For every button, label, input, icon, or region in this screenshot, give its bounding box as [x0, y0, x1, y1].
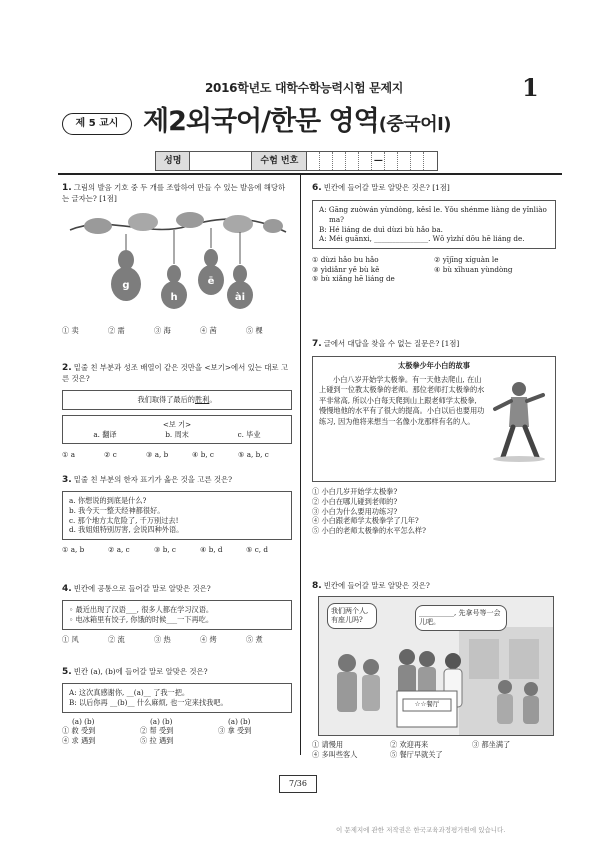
gourd-vine-illustration	[68, 208, 288, 312]
exam-number-dash: —	[372, 152, 385, 170]
speech-bubble-staff: __________, 先拿号等一会儿吧。	[415, 605, 507, 631]
answer-option[interactable]: ④ 茜	[200, 326, 217, 336]
answer-options	[312, 255, 556, 284]
sentence-punct: 。	[209, 395, 217, 405]
answer-option[interactable]: ⑤ 小白的老师太极拳的水平怎么样?	[312, 526, 426, 536]
answer-option[interactable]: ② c	[104, 450, 117, 460]
dialogue-line: B: Hé liáng de duì dùzi bù hǎo ba.	[319, 224, 443, 234]
page-total: 36	[296, 779, 307, 788]
question-number: 5.	[62, 667, 72, 677]
dialogue-box	[312, 200, 556, 249]
bogi-item: c. 毕业	[237, 429, 261, 439]
dialogue-line: A: 这次真感谢你, __(a)__ 了我一把。	[69, 688, 190, 698]
question-1	[62, 182, 292, 336]
item-line: ◦ 最近出现了汉语___, 很多人都在学习汉语。	[69, 605, 214, 615]
question-number: 8.	[312, 581, 322, 591]
answer-option[interactable]: ① 风	[62, 634, 79, 644]
column-header: (a) (b)	[72, 716, 95, 726]
page-number: 1	[522, 73, 539, 102]
exam-number-cell[interactable]	[424, 152, 437, 170]
gourd-label: g	[122, 280, 130, 292]
exam-number-cell[interactable]	[385, 152, 398, 170]
answer-options	[62, 726, 292, 745]
column-header: (a) (b)	[150, 716, 173, 726]
exam-number-cell[interactable]	[359, 152, 372, 170]
subject-title-main: 제2외국어/한문 영역	[143, 106, 379, 137]
copyright-note: 이 문제지에 관한 저작권은 한국교육과정평가원에 있습니다.	[336, 826, 506, 834]
column-header: (a) (b)	[228, 716, 251, 726]
question-number: 7.	[312, 339, 322, 349]
gourd-label: ē	[207, 276, 215, 288]
answer-option[interactable]: ⑤ 棵	[246, 326, 263, 336]
answer-option[interactable]: ③ a, b	[146, 450, 169, 460]
answer-option[interactable]: ② a, c	[108, 545, 130, 555]
gourd-label: ài	[234, 292, 246, 304]
item-line: ◦ 电冰箱里有饺子, 你饿的时候___一下再吃。	[69, 614, 214, 624]
answer-option[interactable]: ① 小白几岁开始学太极拳?	[312, 487, 398, 497]
bogi-item: b. 周末	[165, 429, 189, 439]
question-number: 6.	[312, 183, 322, 193]
question-8-options	[312, 740, 556, 759]
answer-option[interactable]: ④ b, d	[200, 545, 223, 555]
question-prompt: 빈칸에 들어갈 말로 알맞은 것은? [1점]	[323, 183, 450, 192]
question-7	[312, 338, 556, 536]
answer-option[interactable]: ⑤ 煮	[246, 634, 263, 644]
exam-number-cell[interactable]	[307, 152, 320, 170]
answer-option[interactable]: ③ 海	[154, 326, 171, 336]
question-4	[62, 583, 292, 644]
answer-option[interactable]: ③ 都坐满了	[472, 740, 511, 749]
question-number: 4.	[62, 584, 72, 594]
dialogue-line: A: Méi guānxi, _______________. Wǒ yìzhí dōu hē liáng de.	[319, 234, 525, 244]
story-box	[312, 356, 556, 482]
answer-options	[62, 450, 292, 460]
answer-option[interactable]: ④ b, c	[192, 450, 214, 460]
bogi-box	[62, 415, 292, 444]
name-label: 성명	[156, 152, 190, 170]
answer-option[interactable]: ① 救 受到	[62, 726, 96, 736]
dialogue-box	[62, 683, 292, 712]
item-line: d. 我姐姐特别厉害, 会说四种外语。	[69, 525, 184, 535]
question-3	[62, 474, 292, 555]
exam-number-cell[interactable]	[398, 152, 411, 170]
answer-options	[62, 545, 292, 555]
question-number: 1.	[62, 183, 72, 193]
column-divider	[300, 175, 301, 755]
subject-title-sub: (중국어Ⅰ)	[378, 114, 452, 135]
answer-option[interactable]: ③ 热	[154, 634, 171, 644]
answer-option[interactable]: ③ yìdiǎnr yě bù kě	[312, 264, 380, 274]
answer-option[interactable]: ② 小白在哪儿碰到老师的?	[312, 496, 398, 506]
answer-option[interactable]: ② 需	[108, 326, 125, 336]
item-line: b. 我今天一整天经神都很好。	[69, 505, 165, 515]
question-prompt: 빈칸 (a), (b)에 들어갈 말로 알맞은 것은?	[73, 667, 208, 676]
exam-number-cell[interactable]	[411, 152, 424, 170]
items-box	[62, 491, 292, 540]
answer-option[interactable]: ② 欢迎再来	[390, 740, 429, 749]
answer-option[interactable]: ⑤ bù xiǎng hē liáng de	[312, 274, 395, 284]
exam-number-cell[interactable]	[346, 152, 359, 170]
exam-number-cell[interactable]	[320, 152, 333, 170]
header-rule	[58, 173, 562, 175]
answer-options	[62, 326, 292, 336]
question-prompt: 빈칸에 들어갈 말로 알맞은 것은?	[323, 581, 430, 590]
gourd-label: h	[170, 292, 178, 304]
question-prompt: 빈칸에 공통으로 들어갈 말로 알맞은 것은?	[73, 584, 211, 593]
answer-option[interactable]: ⑤ 拉 遇到	[140, 736, 174, 746]
answer-option[interactable]: ⑤ 餐厅早就关了	[390, 749, 443, 759]
answer-option[interactable]: ② 帮 受到	[140, 726, 174, 736]
answer-option[interactable]: ② 流	[108, 634, 125, 644]
answer-option[interactable]: ① a, b	[62, 545, 85, 555]
answer-option[interactable]: ④ 小白跟老师学太极拳学了几年?	[312, 516, 419, 526]
story-title: 太极拳少年小白的故事	[398, 361, 470, 371]
answer-option[interactable]: ④ 求 遇到	[62, 736, 96, 746]
answer-option[interactable]: ⑤ c, d	[246, 545, 268, 555]
subject-title	[143, 104, 451, 140]
bogi-label: <보 기>	[162, 419, 192, 429]
question-5	[62, 666, 292, 746]
answer-option[interactable]: ③ b, c	[154, 545, 176, 555]
answer-option[interactable]: ⑤ a, b, c	[238, 450, 269, 460]
speech-bubble-customer: 我们两个人, 有座儿吗?	[327, 603, 377, 629]
question-6	[312, 182, 556, 284]
answer-option[interactable]: ③ 拿 受到	[218, 726, 252, 736]
item-line: c. 那个地方太危险了, 千万别过去!	[69, 515, 179, 525]
exam-number-cell[interactable]	[333, 152, 346, 170]
answer-option[interactable]: ② yījīng xíguàn le	[434, 255, 499, 265]
dialogue-line: A: Gāng zuòwán yùndòng, kěsǐ le. Yǒu shénme liàng de yǐnliào ma?	[319, 205, 547, 224]
question-prompt: 밑줄 친 부분의 한자 표기가 옳은 것을 고른 것은?	[73, 475, 233, 484]
items-box	[62, 600, 292, 629]
question-number: 3.	[62, 475, 72, 485]
sentence-text: 我们取得了最后的	[137, 395, 195, 405]
exam-number-label: 수험 번호	[252, 152, 307, 170]
session-badge: 제 5 교시	[62, 113, 132, 135]
question-prompt: 그림의 발음 기호 중 두 개를 조합하여 만들 수 있는 발음에 해당하는 글자는? [1점]	[62, 183, 286, 204]
answer-options	[312, 487, 556, 536]
answer-option[interactable]: ④ 烤	[200, 634, 217, 644]
story-text: 小白八岁开始学太极拳。有一天他去爬山, 在山上碰到一位教太极拳的老师。那位老师打太极拳的水平非常高, 所以小白每天爬到山上跟老师学太极拳, 慢慢地他的水平有了很大的提高。小白以后也要用功练习, 因为他将来想当一名像小龙那样有名的人。	[319, 374, 485, 426]
page-indicator: 7/36	[279, 775, 317, 793]
exam-year-title: 2016학년도 대학수학능력시험 문제지	[205, 81, 404, 95]
bogi-item: a. 翻译	[93, 429, 117, 439]
name-field[interactable]	[190, 152, 252, 170]
student-id-row	[155, 151, 438, 171]
question-8	[312, 580, 556, 592]
answer-option[interactable]: ③ 小白为什么要用功练习?	[312, 506, 398, 516]
answer-option[interactable]: ① a	[62, 450, 76, 460]
answer-option[interactable]: ④ bù xǐhuan yùndòng	[434, 264, 513, 274]
answer-option[interactable]: ④ 多叫些客人	[312, 749, 358, 759]
question-number: 2.	[62, 363, 72, 373]
restaurant-sign: ☆☆餐厅	[414, 700, 440, 708]
answer-option[interactable]: ① 请慢用	[312, 740, 344, 749]
answer-options	[312, 740, 556, 759]
question-2	[62, 362, 292, 460]
sentence-box	[62, 390, 292, 410]
answer-option[interactable]: ① 卖	[62, 326, 79, 336]
page-current: 7	[289, 779, 295, 788]
question-prompt: 글에서 대답을 찾을 수 없는 질문은? [1점]	[323, 339, 460, 348]
item-line: a. 你想说的到底是什么?	[69, 496, 147, 506]
question-prompt: 밑줄 친 부분과 성조 배열이 같은 것만을 <보기>에서 있는 대로 고른 것은?	[62, 363, 289, 384]
answer-options	[62, 635, 292, 645]
answer-option[interactable]: ① dùzi hǎo bu hǎo	[312, 255, 379, 265]
tai-chi-figure-illustration	[489, 379, 549, 463]
underlined-word: 胜利	[194, 395, 210, 405]
restaurant-scene-illustration	[318, 596, 554, 736]
dialogue-line: B: 以后你再 __(b)__ 什么麻烦, 也一定来找我吧。	[69, 697, 228, 707]
